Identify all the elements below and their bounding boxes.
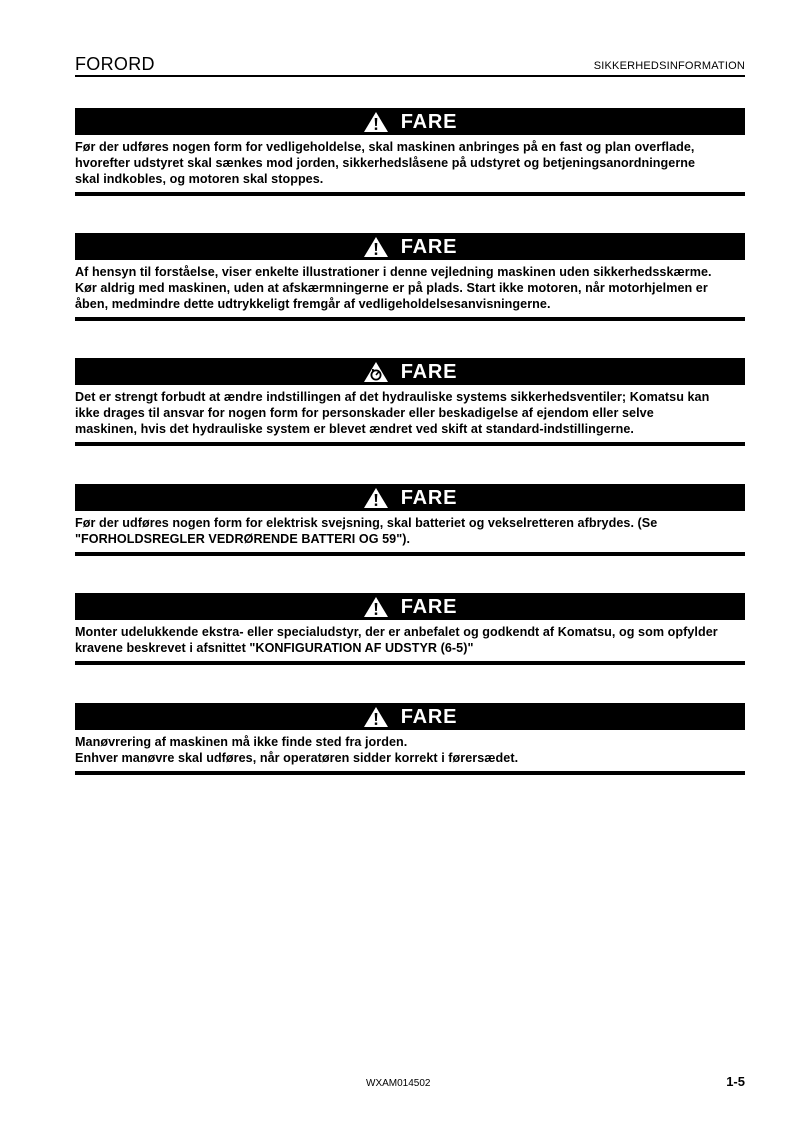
warning-banner: [75, 593, 745, 620]
warning-box: [75, 703, 745, 775]
warning-text: [75, 734, 745, 766]
page-header: [75, 54, 745, 76]
warning-gauge-icon: [363, 361, 389, 383]
header-rule: [75, 75, 745, 77]
warning-text-line: maskinen, hvis det hydrauliske system er blevet ændret ved skift at standard-indstillingerne.: [75, 422, 634, 436]
warning-label: FARE: [400, 705, 458, 728]
warning-text-line: Det er strengt forbudt at ændre indstillingen af det hydrauliske systems sikkerhedsventiler; Komatsu kan: [75, 390, 710, 404]
warning-label: FARE: [400, 595, 458, 618]
warning-rule: [75, 661, 745, 665]
warning-banner: [75, 703, 745, 730]
warning-label: FARE: [400, 360, 458, 383]
warning-text-line: Af hensyn til forståelse, viser enkelte illustrationer i denne vejledning maskinen uden sikkerhedsskærme.: [75, 265, 712, 279]
warning-banner: [75, 358, 745, 385]
warning-text-line: åben, medmindre dette udtrykkeligt fremgår af vedligeholdelsesanvisningerne.: [75, 297, 551, 311]
warning-text-line: Før der udføres nogen form for elektrisk svejsning, skal batteriet og vekselretteren afbrydes. (Se: [75, 516, 658, 530]
warning-box: [75, 484, 745, 556]
chapter-title: FORORD: [75, 54, 155, 74]
warning-text-line: ikke drages til ansvar for nogen form for personskader eller beskadigelse af ejendom eller selve: [75, 406, 654, 420]
warning-banner: [75, 108, 745, 135]
document-code: WXAM014502: [366, 1078, 431, 1089]
warning-text-line: "FORHOLDSREGLER VEDRØRENDE BATTERI OG 59").: [75, 532, 411, 546]
warning-text-line: Enhver manøvre skal udføres, når operatøren sidder korrekt i førersædet.: [75, 751, 519, 765]
page-number: 1-5: [726, 1074, 745, 1089]
warning-box: [75, 108, 745, 196]
warning-text: [75, 624, 745, 656]
warning-text-line: Kør aldrig med maskinen, uden at afskærmningerne er på plads. Start ikke motoren, når motorhjelmen er: [75, 281, 708, 295]
warning-text: [75, 139, 745, 187]
warning-rule: [75, 552, 745, 556]
warning-banner: [75, 484, 745, 511]
warning-text-line: kravene beskrevet i afsnittet "KONFIGURATION AF UDSTYR (6-5)": [75, 641, 474, 655]
warning-triangle-icon: [363, 111, 389, 133]
warning-rule: [75, 442, 745, 446]
warning-triangle-icon: [363, 487, 389, 509]
warning-text-line: skal indkobles, og motoren skal stoppes.: [75, 172, 324, 186]
warning-triangle-icon: [363, 596, 389, 618]
warning-text-line: Før der udføres nogen form for vedligeholdelse, skal maskinen anbringes på en fast og plan overflade,: [75, 140, 695, 154]
section-title: SIKKERHEDSINFORMATION: [593, 60, 745, 72]
warning-rule: [75, 317, 745, 321]
warning-box: [75, 593, 745, 665]
warning-label: FARE: [400, 235, 458, 258]
warning-triangle-icon: [363, 706, 389, 728]
warning-label: FARE: [400, 486, 458, 509]
warning-box: [75, 233, 745, 321]
warning-rule: [75, 192, 745, 196]
warning-text-line: Manøvrering af maskinen må ikke finde sted fra jorden.: [75, 735, 408, 749]
warning-triangle-icon: [363, 236, 389, 258]
warning-text: [75, 264, 745, 312]
warning-box: [75, 358, 745, 446]
warning-rule: [75, 771, 745, 775]
warning-text-line: Monter udelukkende ekstra- eller specialudstyr, der er anbefalet og godkendt af Komatsu, og som opfylder: [75, 625, 718, 639]
warning-text-line: hvorefter udstyret skal sænkes mod jorden, sikkerhedslåsene på udstyret og betjeningsanordningerne: [75, 156, 696, 170]
warning-text: [75, 515, 745, 547]
warning-text: [75, 389, 745, 437]
warning-label: FARE: [400, 110, 458, 133]
warning-banner: [75, 233, 745, 260]
